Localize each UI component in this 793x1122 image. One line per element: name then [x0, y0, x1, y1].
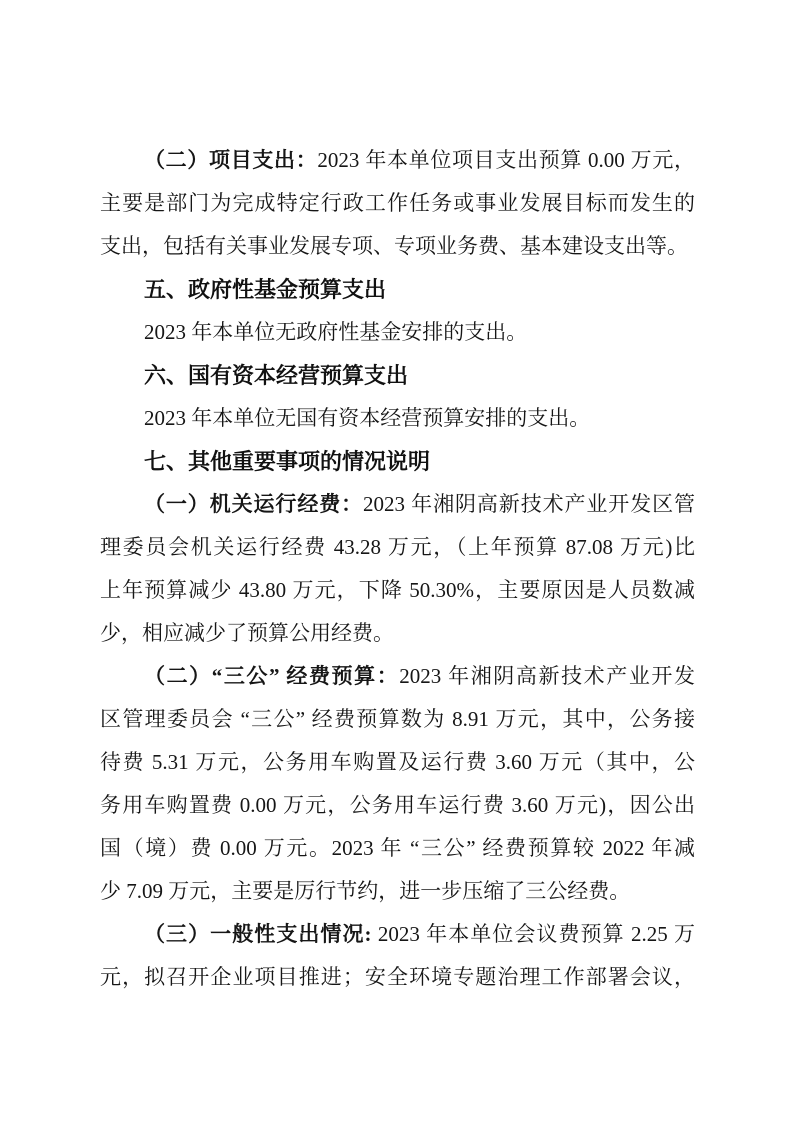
text-segment: 2023 年本单位会议费预算 2.25 万 [377, 922, 695, 946]
text-line [100, 139, 695, 182]
text-line: 少，相应减少了预算公用经费。 [100, 621, 394, 645]
heading-other-important-matters: 七、其他重要事项的情况说明 [144, 449, 431, 474]
heading-government-fund-budget: 五、政府性基金预算支出 [144, 277, 387, 302]
text-segment: 2023 年湘阴高新技术产业开发 [399, 664, 695, 688]
text-line: 上年预算减少 43.80 万元，下降 50.30%，主要原因是人员数减 [100, 578, 695, 602]
text-line: 元，拟召开企业项目推进；安全环境专题治理工作部署会议， [100, 965, 695, 989]
run-in-heading: （二）“三公” 经费预算： [144, 664, 400, 688]
text-line: 区管理委员会 “三公” 经费预算数为 8.91 万元，其中，公务接 [100, 707, 695, 731]
paragraph-government-fund [100, 311, 695, 354]
text-line: 2023 年本单位无政府性基金安排的支出。 [144, 320, 528, 344]
text-line: 2023 年本单位无国有资本经营预算安排的支出。 [144, 406, 591, 430]
run-in-heading: （一）机关运行经费： [144, 492, 364, 516]
text-segment: 2023 年湘阴高新技术产业开发区管 [363, 492, 695, 516]
text-line: 主要是部门为完成特定行政工作任务或事业发展目标而发生的 [100, 191, 695, 215]
run-in-heading: （三）一般性支出情况: [144, 922, 378, 946]
heading-state-capital-budget: 六、国有资本经营预算支出 [144, 363, 409, 388]
document-body [100, 139, 695, 999]
paragraph-operating-expenses [100, 483, 695, 655]
text-segment: 2023 年本单位项目支出预算 0.00 万元， [317, 148, 695, 172]
paragraph-general-expenditure [100, 913, 695, 999]
text-line: 少 7.09 万元，主要是厉行节约，进一步压缩了三公经费。 [100, 879, 631, 903]
text-line: 务用车购置费 0.00 万元，公务用车运行费 3.60 万元)，因公出 [100, 793, 695, 817]
text-line: 理委员会机关运行经费 43.28 万元，（上年预算 87.08 万元)比 [100, 535, 695, 559]
paragraph-state-capital [100, 397, 695, 440]
text-line [100, 913, 695, 956]
run-in-heading: （二）项目支出： [144, 148, 318, 172]
text-line: 国（境）费 0.00 万元。2023 年 “三公” 经费预算较 2022 年减 [100, 836, 695, 860]
paragraph-three-public-expenses [100, 655, 695, 913]
text-line [100, 483, 695, 526]
text-line [100, 655, 695, 698]
text-line: 支出，包括有关事业发展专项、专项业务费、基本建设支出等。 [100, 234, 688, 258]
paragraph-project-expenditure [100, 139, 695, 268]
text-line: 待费 5.31 万元，公务用车购置及运行费 3.60 万元（其中，公 [100, 750, 695, 774]
